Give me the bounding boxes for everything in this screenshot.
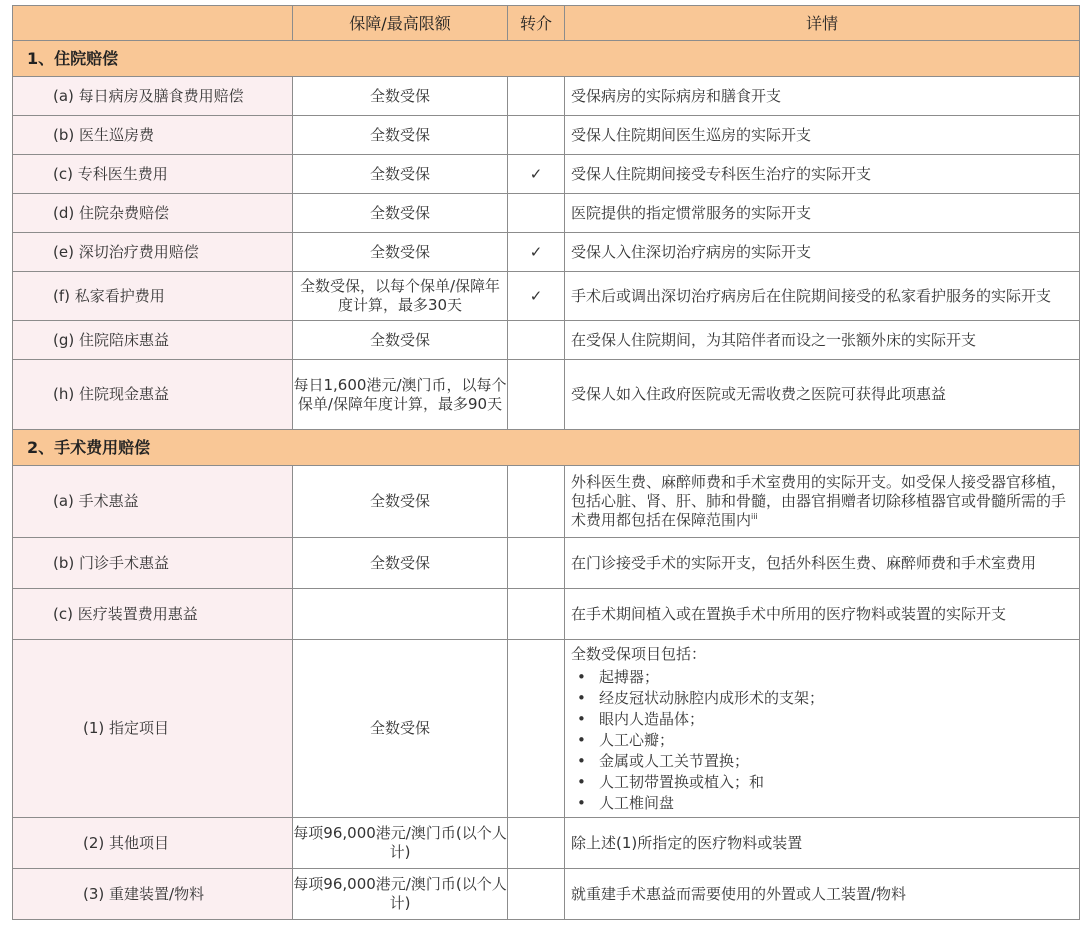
benefit-detail: 受保病房的实际病房和膳食开支: [565, 77, 1080, 116]
list-item: • 金属或人工关节置换；: [577, 751, 1073, 772]
benefit-name: (d) 住院杂费赔偿: [13, 194, 293, 233]
referral-check-icon: ✓: [508, 272, 565, 321]
benefit-name: (g) 住院陪床惠益: [13, 321, 293, 360]
table-row: [13, 321, 1080, 360]
benefit-coverage: 全数受保: [293, 194, 508, 233]
referral-mark: [508, 589, 565, 640]
benefit-detail: 医院提供的指定惯常服务的实际开支: [565, 194, 1080, 233]
list-item: • 眼内人造晶体；: [577, 709, 1073, 730]
benefit-detail: 在门诊接受手术的实际开支，包括外科医生费、麻醉师费和手术室费用: [565, 538, 1080, 589]
benefit-detail: 除上述(1)所指定的医疗物料或装置: [565, 818, 1080, 869]
header-detail: 详情: [565, 6, 1080, 41]
benefit-coverage: 全数受保: [293, 466, 508, 538]
referral-check-icon: ✓: [508, 233, 565, 272]
table-row: [13, 869, 1080, 920]
section-header-hospitalization: [13, 41, 1080, 77]
benefit-name: (f) 私家看护费用: [13, 272, 293, 321]
referral-mark: [508, 321, 565, 360]
table-row: [13, 538, 1080, 589]
section-header-surgery: [13, 430, 1080, 466]
referral-mark: [508, 466, 565, 538]
referral-mark: [508, 538, 565, 589]
benefit-name: (1) 指定项目: [13, 640, 293, 818]
designated-items-list: [571, 667, 1073, 814]
header-coverage: 保障/最高限额: [293, 6, 508, 41]
benefit-coverage: 全数受保，以每个保单/保障年度计算，最多30天: [293, 272, 508, 321]
referral-mark: [508, 818, 565, 869]
table-row: [13, 640, 1080, 818]
benefit-detail: 就重建手术惠益而需要使用的外置或人工装置/物料: [565, 869, 1080, 920]
table-row: [13, 360, 1080, 430]
benefit-name: (b) 门诊手术惠益: [13, 538, 293, 589]
header-referral: 转介: [508, 6, 565, 41]
benefit-detail-text: 外科医生费、麻醉师费和手术室费用的实际开支。如受保人接受器官移植，包括心脏、肾、肝、肺和骨髓，由器官捐赠者切除移植器官或骨髓所需的手术费用都包括在保障范围内: [571, 473, 1067, 529]
benefit-coverage: 全数受保: [293, 538, 508, 589]
benefit-name: (a) 手术惠益: [13, 466, 293, 538]
benefit-name: (e) 深切治疗费用赔偿: [13, 233, 293, 272]
benefit-name: (a) 每日病房及膳食费用赔偿: [13, 77, 293, 116]
benefit-name: (c) 医疗装置费用惠益: [13, 589, 293, 640]
table-row: [13, 272, 1080, 321]
benefit-detail: 在受保人住院期间，为其陪伴者而设之一张额外床的实际开支: [565, 321, 1080, 360]
benefit-detail: 受保人住院期间医生巡房的实际开支: [565, 116, 1080, 155]
header-name: [13, 6, 293, 41]
benefit-coverage: 每项96,000港元/澳门币(以个人计): [293, 869, 508, 920]
benefit-detail: 受保人入住深切治疗病房的实际开支: [565, 233, 1080, 272]
benefit-coverage: 全数受保: [293, 640, 508, 818]
table-row: [13, 116, 1080, 155]
benefit-name: (3) 重建装置/物料: [13, 869, 293, 920]
table-row: [13, 233, 1080, 272]
referral-mark: [508, 77, 565, 116]
referral-mark: [508, 194, 565, 233]
table-row: [13, 818, 1080, 869]
list-item: • 人工椎间盘: [577, 793, 1073, 814]
table-row: [13, 194, 1080, 233]
table-row: [13, 77, 1080, 116]
benefit-name: (h) 住院现金惠益: [13, 360, 293, 430]
benefit-coverage: 全数受保: [293, 321, 508, 360]
referral-check-icon: ✓: [508, 155, 565, 194]
list-item: • 人工韧带置换或植入；和: [577, 772, 1073, 793]
section-title: 1、住院赔偿: [13, 41, 1080, 77]
benefit-coverage: [293, 589, 508, 640]
benefit-coverage: 全数受保: [293, 155, 508, 194]
referral-mark: [508, 640, 565, 818]
benefit-detail: [565, 640, 1080, 818]
benefit-name: (b) 医生巡房费: [13, 116, 293, 155]
benefit-name: (2) 其他项目: [13, 818, 293, 869]
benefit-detail: 受保人住院期间接受专科医生治疗的实际开支: [565, 155, 1080, 194]
table-row: [13, 155, 1080, 194]
benefit-coverage: 全数受保: [293, 116, 508, 155]
footnote-marker: iii: [751, 512, 758, 521]
list-item: • 起搏器；: [577, 667, 1073, 688]
section-title: 2、手术费用赔偿: [13, 430, 1080, 466]
benefit-coverage: 每项96,000港元/澳门币(以个人计): [293, 818, 508, 869]
designated-items-intro: 全数受保项目包括：: [571, 644, 707, 663]
benefit-coverage: 每日1,600港元/澳门币，以每个保单/保障年度计算，最多90天: [293, 360, 508, 430]
referral-mark: [508, 869, 565, 920]
list-item: • 人工心瓣；: [577, 730, 1073, 751]
benefit-name: (c) 专科医生费用: [13, 155, 293, 194]
benefit-table: [12, 5, 1080, 920]
table-row: [13, 466, 1080, 538]
benefit-coverage: 全数受保: [293, 77, 508, 116]
referral-mark: [508, 116, 565, 155]
referral-mark: [508, 360, 565, 430]
benefit-detail: [565, 466, 1080, 538]
benefit-coverage: 全数受保: [293, 233, 508, 272]
benefit-detail: 受保人如入住政府医院或无需收费之医院可获得此项惠益: [565, 360, 1080, 430]
table-header-row: [13, 6, 1080, 41]
benefit-detail: 手术后或调出深切治疗病房后在住院期间接受的私家看护服务的实际开支: [565, 272, 1080, 321]
list-item: • 经皮冠状动脉腔内成形术的支架；: [577, 688, 1073, 709]
benefit-detail: 在手术期间植入或在置换手术中所用的医疗物料或装置的实际开支: [565, 589, 1080, 640]
table-row: [13, 589, 1080, 640]
